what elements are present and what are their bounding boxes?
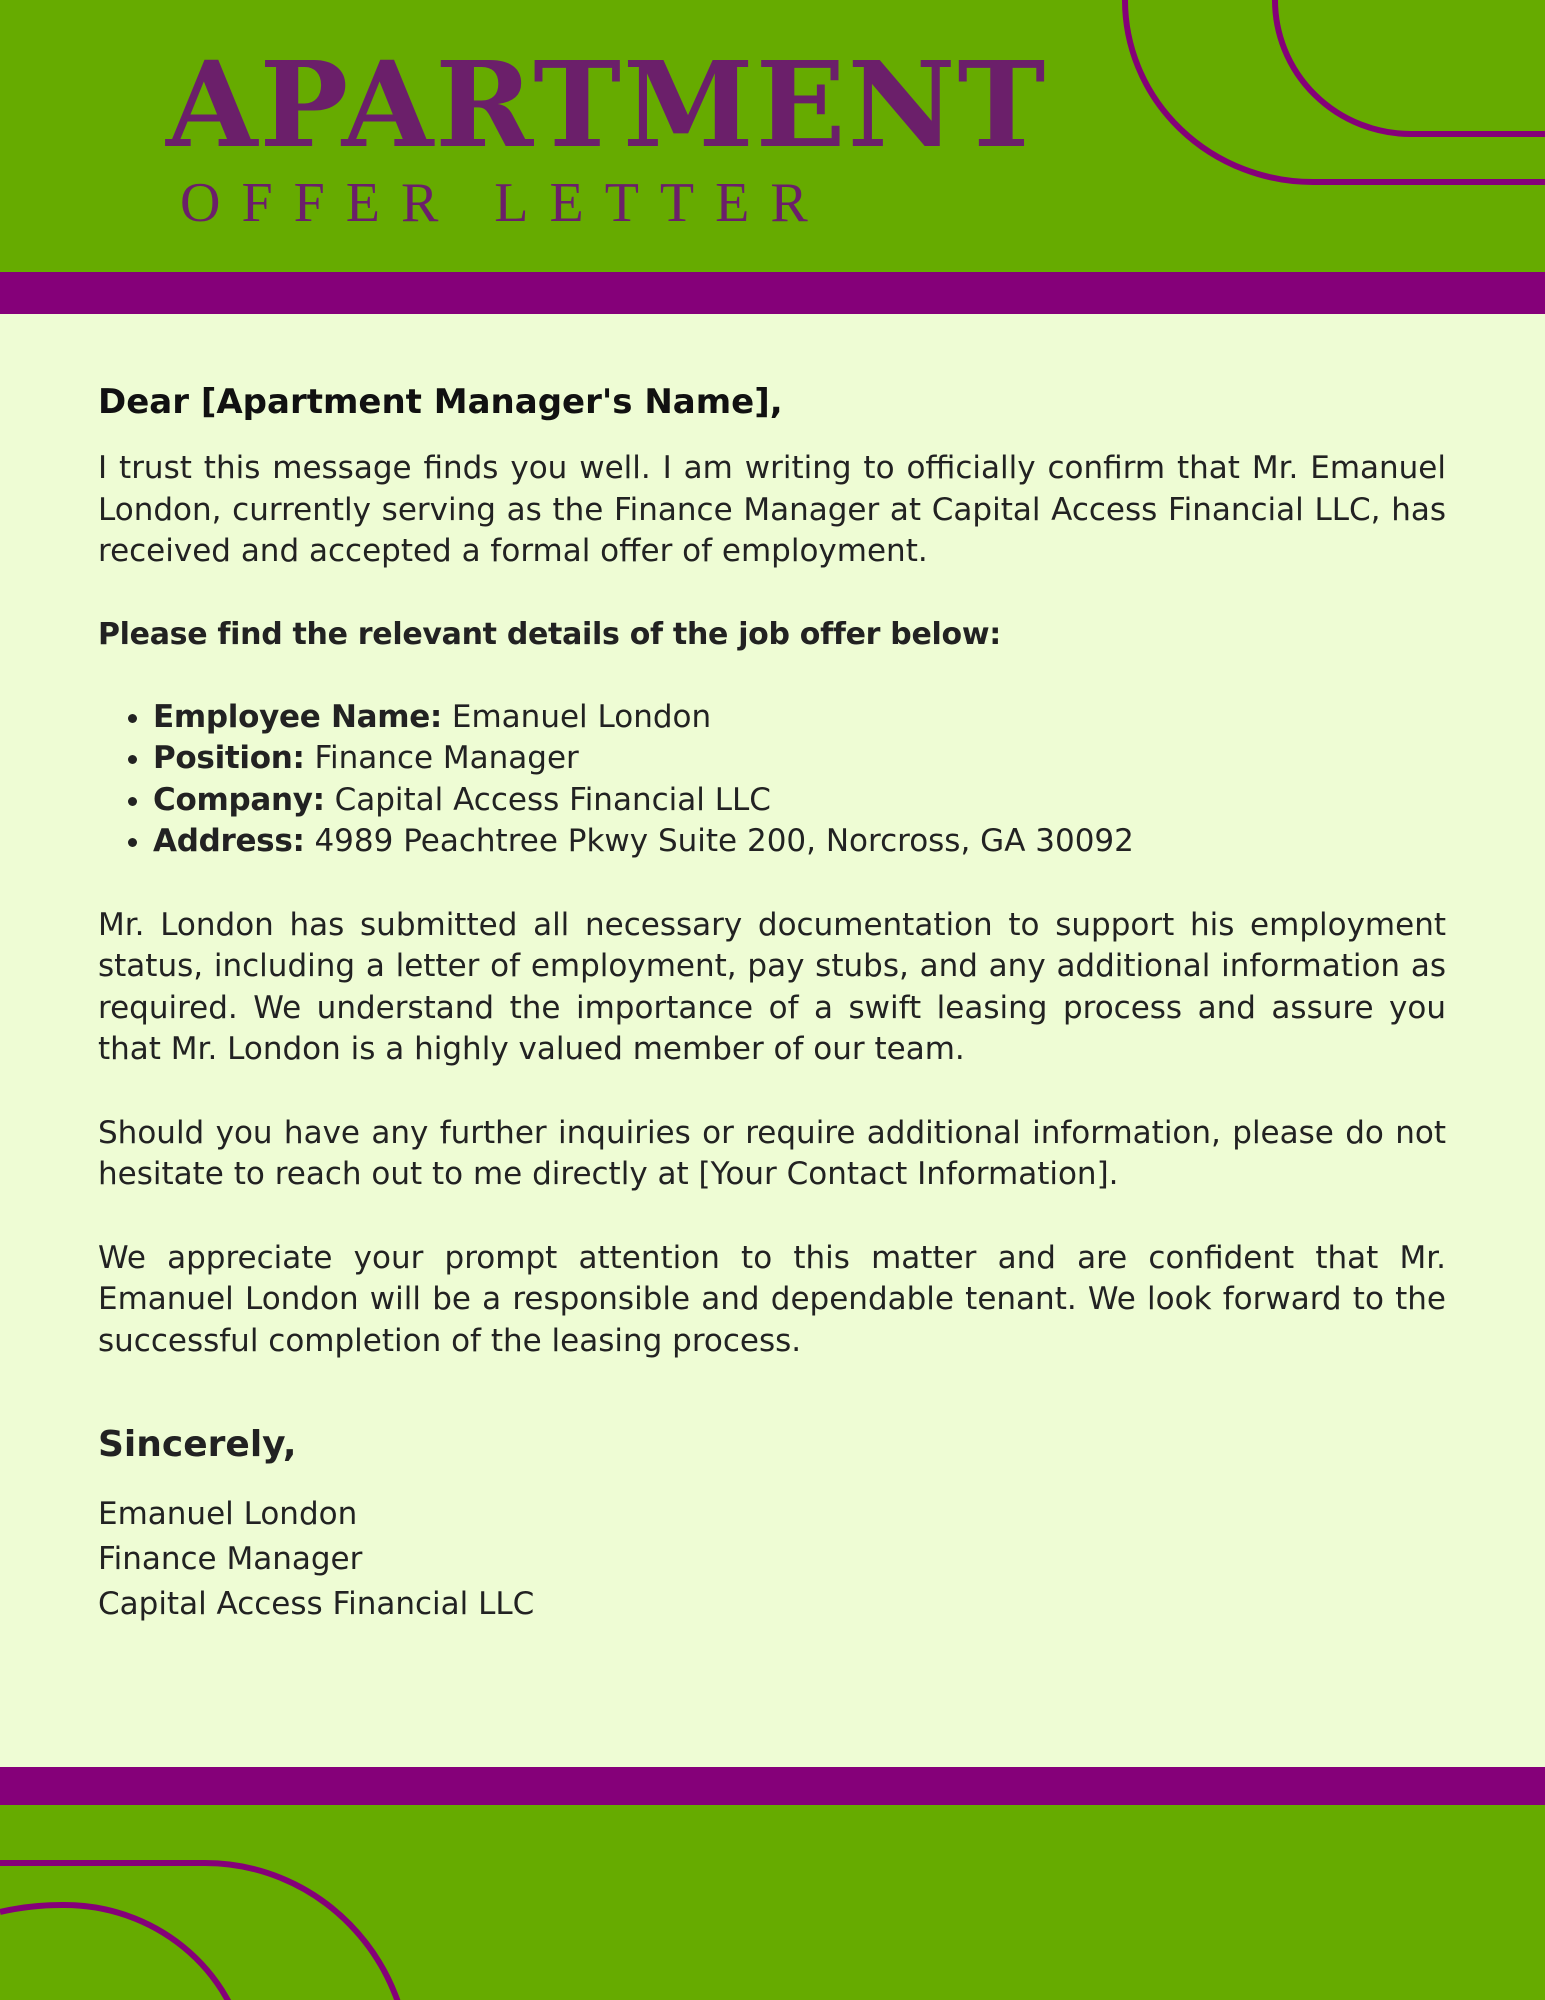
detail-value: Emanuel London bbox=[451, 698, 712, 735]
letter-body bbox=[98, 380, 1446, 1627]
footer-arc-decoration bbox=[0, 1805, 1545, 2000]
intro-paragraph: I trust this message finds you well. I am writing to officially confirm that Mr. Emanuel London, currently serving as the Finance Manager at Capital Access Financial LLC, has received and accepted a formal offer of employment. bbox=[98, 450, 1446, 569]
contact-paragraph: Should you have any further inquiries or require additional information, please do not hesitate to reach out to me directly at [Your Contact Information]. bbox=[98, 1114, 1446, 1192]
document-subtitle: OFFER LETTER bbox=[180, 172, 829, 234]
document-title: APARTMENT bbox=[166, 35, 1048, 174]
signature-company: Capital Access Financial LLC bbox=[98, 1586, 535, 1622]
closing-salutation: Sincerely, bbox=[98, 1424, 297, 1465]
list-item bbox=[153, 697, 1446, 739]
detail-label: Company: bbox=[153, 781, 325, 818]
closing-paragraph: We appreciate your prompt attention to this matter and are confident that Mr. Emanuel London will be a responsible and dependable tenant. We look forward to the successful completion of the leasing process. bbox=[98, 1239, 1446, 1359]
detail-value: 4989 Peachtree Pkwy Suite 200, Norcross, GA 30092 bbox=[314, 823, 1134, 859]
signature-title: Finance Manager bbox=[98, 1541, 363, 1577]
outer-arc bbox=[1125, 0, 1545, 182]
header-banner bbox=[0, 0, 1545, 272]
list-item bbox=[153, 738, 1446, 780]
signature-name: Emanuel London bbox=[98, 1496, 358, 1532]
inner-arc bbox=[1275, 0, 1545, 134]
inner-arc bbox=[0, 1905, 247, 2000]
details-heading: Please find the relevant details of the job offer below: bbox=[98, 616, 1001, 652]
top-divider-bar bbox=[0, 272, 1545, 314]
detail-label: Address: bbox=[153, 823, 305, 859]
list-item bbox=[153, 821, 1446, 863]
detail-label: Position: bbox=[153, 740, 305, 776]
signature-block bbox=[98, 1492, 1446, 1627]
bottom-divider-bar bbox=[0, 1767, 1545, 1805]
details-list bbox=[98, 697, 1446, 863]
footer-banner bbox=[0, 1805, 1545, 2000]
detail-label: Employee Name: bbox=[153, 698, 443, 735]
detail-value: Finance Manager bbox=[314, 740, 579, 776]
list-item bbox=[153, 780, 1446, 822]
outer-arc bbox=[0, 1863, 410, 2000]
greeting: Dear [Apartment Manager's Name], bbox=[98, 382, 783, 422]
documentation-paragraph: Mr. London has submitted all necessary documentation to support his employment status, including a letter of employment, pay stubs, and any additional information as required. We understand the importance of a swift leasing process and assure you that Mr. London is a highly valued member of our team. bbox=[98, 906, 1446, 1067]
detail-value: Capital Access Financial LLC bbox=[334, 781, 771, 818]
